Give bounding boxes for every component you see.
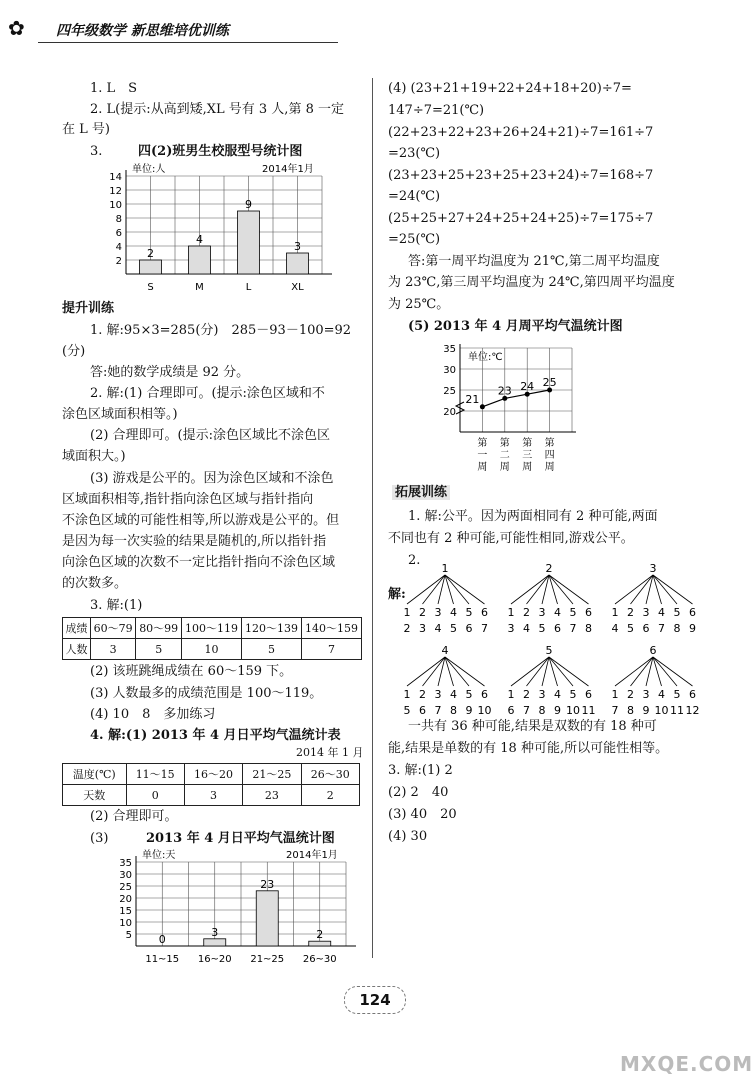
table-cell: 120～139 <box>241 618 301 639</box>
chart-data-label: 9 <box>245 198 252 211</box>
table-row <box>63 764 360 785</box>
chart-unit-label: 单位:℃ <box>468 352 503 363</box>
chart-category-label: 第 <box>522 438 533 449</box>
table-cell: 16～20 <box>184 764 242 785</box>
para-3c: (3) 人数最多的成绩范围是 100～119。 <box>90 686 323 701</box>
tree-leaf: 1 <box>507 688 515 701</box>
chart-tick-label: 6 <box>115 228 122 239</box>
tree-sum: 9 <box>554 704 561 717</box>
tree-sum: 7 <box>434 704 442 717</box>
tree-root: 3 <box>649 562 657 575</box>
tree-sum: 5 <box>538 622 546 635</box>
tree-leaf: 5 <box>569 606 577 619</box>
tree-sum: 4 <box>611 622 619 635</box>
chart-bar <box>256 891 278 946</box>
chart-data-label: 24 <box>520 380 535 394</box>
chart-tick-label: 20 <box>443 407 456 418</box>
tree-sum: 8 <box>585 622 592 635</box>
temperature-table <box>62 763 360 806</box>
tree-leaf: 6 <box>481 688 488 701</box>
para-2g: 不涂色区域的可能性相等,所以游戏是公平的。但 <box>62 513 340 528</box>
tree-leaf: 5 <box>673 606 681 619</box>
tree-leaf: 3 <box>434 688 442 701</box>
tree-sum: 11 <box>581 704 596 717</box>
chart-tick-label: 15 <box>119 906 132 917</box>
tree-leaf: 6 <box>481 606 488 619</box>
tree-sum: 5 <box>627 622 634 635</box>
tree-sum: 8 <box>673 622 681 635</box>
tree-sum: 3 <box>507 622 515 635</box>
chart-category-label: L <box>245 282 252 293</box>
chart-tick-label: 25 <box>119 882 132 893</box>
chart-category-label: 第 <box>499 438 510 449</box>
table-cell: 3 <box>184 785 242 806</box>
para-1a: 1. 解:95×3=285(分) 285－93－100=92 <box>90 323 352 338</box>
tuozhan-2d: 能,结果是单数的有 18 种可能,所以可能性相等。 <box>388 741 669 756</box>
table-row <box>63 785 360 806</box>
chart-tick-label: 35 <box>443 344 456 355</box>
table-cell: 140～159 <box>301 618 361 639</box>
para-2a: 2. 解:(1) 合理即可。(提示:涂色区域和不 <box>90 386 325 401</box>
chart-date-label: 2014年1月 <box>286 850 338 861</box>
tree-sum: 9 <box>689 622 696 635</box>
tree-leaf: 1 <box>403 606 411 619</box>
chart-data-label: 3 <box>294 240 301 253</box>
tree-leaf: 2 <box>627 688 634 701</box>
tree-leaf: 2 <box>523 688 530 701</box>
table-cell: 100～119 <box>181 618 241 639</box>
para-2e: (3) 游戏是公平的。因为涂色区域和不涂色 <box>90 471 334 486</box>
table-cell: 温度(℃) <box>63 764 127 785</box>
chart-category-label: 第 <box>544 438 555 449</box>
chart-tick-label: 30 <box>443 365 456 376</box>
right-line-10: 为 23℃,第三周平均温度为 24℃,第四周平均温度 <box>388 275 675 290</box>
tree-branch <box>549 575 558 604</box>
tree-sum: 7 <box>523 704 530 717</box>
tree-sum: 6 <box>642 622 650 635</box>
tree-sum: 3 <box>419 622 426 635</box>
tree-sum: 2 <box>403 622 411 635</box>
chart-tick-label: 14 <box>109 172 122 183</box>
table-cell: 0 <box>126 785 184 806</box>
header-underline <box>38 42 338 43</box>
answer-2-line1: 2. L(提示:从高到矮,XL 号有 3 人,第 8 一定 <box>90 102 344 117</box>
table-cell: 成绩 <box>63 618 91 639</box>
tree-leaf: 4 <box>554 606 561 619</box>
chart-category-label: 21~25 <box>250 954 285 965</box>
tree-leaf: 4 <box>450 688 457 701</box>
table-cell: 7 <box>301 639 361 660</box>
tree-leaf: 4 <box>658 606 665 619</box>
chart-tick-label: 10 <box>109 200 122 211</box>
chart-bar <box>287 253 309 274</box>
chart-tick-label: 5 <box>125 930 132 941</box>
tree-sum: 7 <box>569 622 577 635</box>
tree-sum: 7 <box>481 622 488 635</box>
chart-bar <box>140 260 162 274</box>
answer-3-number: 3. <box>90 144 103 159</box>
tree-branch <box>549 575 589 604</box>
table-cell: 23 <box>243 785 301 806</box>
tree-branch <box>549 657 589 686</box>
chart1-uniform-sizes <box>100 158 340 302</box>
chart3-title: (5) 2013 年 4 月周平均气温统计图 <box>408 319 623 334</box>
tree-branch <box>445 657 454 686</box>
chart-tick-label: 8 <box>115 214 122 225</box>
tree-leaf: 6 <box>585 606 592 619</box>
para-2h: 是因为每一次实验的结果是随机的,所以指针指 <box>62 534 327 549</box>
chart-category-label: 四 <box>544 450 555 461</box>
page-number-badge <box>344 986 406 1014</box>
tree-leaf: 1 <box>507 606 515 619</box>
chart-category-label: 16~20 <box>197 954 232 965</box>
chart-tick-label: 4 <box>115 242 122 253</box>
tree-sum: 6 <box>465 622 473 635</box>
chart-category-label: 周 <box>477 462 488 473</box>
chart-category-label: 第 <box>477 438 488 449</box>
table-cell: 26～30 <box>301 764 359 785</box>
chart-point <box>480 404 485 409</box>
tuozhan-3d: (4) 30 <box>388 829 428 844</box>
tuozhan-2: 2. <box>408 553 421 568</box>
chart-data-label: 21 <box>465 392 480 406</box>
table-cell: 60～79 <box>90 618 136 639</box>
tree-branch <box>653 575 693 604</box>
page-header <box>8 14 338 44</box>
right-line-6: =24(℃) <box>388 189 441 204</box>
tree-leaf: 3 <box>538 606 546 619</box>
tuozhan-2c: 一共有 36 种可能,结果是双数的有 18 种可 <box>408 719 657 734</box>
para-2j: 的次数多。 <box>62 576 128 591</box>
right-line-2: 147÷7=21(℃) <box>388 103 485 118</box>
tree-leaf: 2 <box>627 606 634 619</box>
axis-break-icon <box>456 402 464 414</box>
chart-category-label: 周 <box>522 462 533 473</box>
tree-branch <box>549 657 558 686</box>
tree-branch <box>445 657 485 686</box>
chart-category-label: 26~30 <box>302 954 337 965</box>
tree-leaf: 6 <box>689 688 696 701</box>
section-title-tisheng: 提升训练 <box>62 301 115 316</box>
outcome-tree-diagram <box>405 560 705 720</box>
para-2c: (2) 合理即可。(提示:涂色区域比不涂色区 <box>90 428 330 443</box>
tuozhan-1b: 不同也有 2 种可能,可能性相同,游戏公平。 <box>388 531 634 546</box>
tree-leaf: 5 <box>569 688 577 701</box>
tree-sum: 7 <box>611 704 619 717</box>
para-1b: (分) <box>62 344 86 359</box>
tree-root: 4 <box>441 644 449 657</box>
chart-tick-label: 20 <box>119 894 132 905</box>
chart-series-line <box>482 390 549 407</box>
tree-leaf: 4 <box>450 606 457 619</box>
tree-leaf: 1 <box>403 688 411 701</box>
tree-root: 1 <box>441 562 449 575</box>
para-2f: 区域面积相等,指针指向涂色区域与指针指向 <box>62 492 314 507</box>
chart-data-label: 23 <box>260 877 275 891</box>
tree-leaf: 3 <box>434 606 442 619</box>
tree-leaf: 5 <box>465 688 473 701</box>
tree-leaf: 3 <box>642 606 650 619</box>
para-2d: 域面积大。) <box>62 449 126 464</box>
chart-category-label: S <box>147 282 154 293</box>
tree-sum: 8 <box>538 704 546 717</box>
table-cell: 80～99 <box>136 618 182 639</box>
table-cell: 3 <box>90 639 136 660</box>
tree-leaf: 2 <box>523 606 530 619</box>
tuozhan-3a: 3. 解:(1) 2 <box>388 763 453 778</box>
tree-root: 6 <box>649 644 657 657</box>
tree-sum: 11 <box>670 704 684 717</box>
chart-category-label: 二 <box>499 450 510 461</box>
para-2b: 涂色区域面积相等。) <box>62 407 178 422</box>
tree-leaf: 6 <box>689 606 696 619</box>
chart-category-label: XL <box>291 282 304 293</box>
right-line-4: =23(℃) <box>388 146 441 161</box>
tree-sum: 4 <box>523 622 530 635</box>
tree-sum: 7 <box>658 622 665 635</box>
chart-data-label: 2 <box>147 247 154 260</box>
right-line-11: 为 25℃。 <box>388 297 450 312</box>
chart-tick-label: 10 <box>119 918 132 929</box>
tree-branch <box>653 657 693 686</box>
tree-sum: 10 <box>477 704 492 717</box>
table2-date: 2014 年 1 月 <box>296 746 364 759</box>
para-3: 3. 解:(1) <box>90 598 143 613</box>
page-number: 124 <box>359 991 391 1009</box>
tree-sum: 6 <box>507 704 515 717</box>
tree-sum: 5 <box>403 704 411 717</box>
tree-sum: 5 <box>450 622 457 635</box>
right-line-3: (22+23+22+23+26+24+21)÷7=161÷7 <box>388 125 654 140</box>
chart-category-label: M <box>195 282 204 293</box>
tree-branch <box>653 657 662 686</box>
chart-data-label: 25 <box>542 376 557 389</box>
answer-1: 1. L S <box>90 81 138 96</box>
table-cell: 11～15 <box>126 764 184 785</box>
para-4b: (2) 合理即可。 <box>90 809 178 824</box>
para-1c: 答:她的数学成绩是 92 分。 <box>90 365 250 380</box>
tree-root: 2 <box>545 562 553 575</box>
table-cell: 10 <box>181 639 241 660</box>
tree-leaf: 4 <box>658 688 665 701</box>
tree-sum: 6 <box>419 704 426 717</box>
table-cell: 5 <box>241 639 301 660</box>
tree-sum: 4 <box>434 622 442 635</box>
column-divider <box>372 78 373 958</box>
tree-leaf: 1 <box>611 606 619 619</box>
chart-data-label: 4 <box>196 233 203 246</box>
chart-category-label: 三 <box>522 450 533 461</box>
table-cell: 天数 <box>63 785 127 806</box>
chart-category-label: 周 <box>499 462 510 473</box>
answer-2-line2: 在 L 号) <box>62 122 110 137</box>
chart-date-label: 2014年1月 <box>262 164 314 175</box>
chart-unit-label: 单位:人 <box>132 164 166 175</box>
tuozhan-1a: 1. 解:公平。因为两面相同有 2 种可能,两面 <box>408 509 658 524</box>
tuozhan-2-label: 解: <box>388 587 406 602</box>
tree-branch <box>445 575 454 604</box>
tuozhan-3c: (3) 40 20 <box>388 807 457 822</box>
table-cell: 21～25 <box>243 764 301 785</box>
chart-tick-label: 25 <box>443 386 456 397</box>
tree-sum: 8 <box>627 704 634 717</box>
tree-sum: 10 <box>654 704 669 717</box>
watermark: MXQE.COM <box>620 1052 753 1076</box>
chart-bar <box>189 246 211 274</box>
score-table <box>62 617 362 660</box>
para-4c: (3) <box>90 831 109 846</box>
tree-leaf: 3 <box>642 688 650 701</box>
chart3-weekly-temperature <box>430 336 590 476</box>
header-ornament-icon: ✿ <box>8 16 25 40</box>
tree-leaf: 2 <box>419 688 426 701</box>
right-line-9: 答:第一周平均温度为 21℃,第二周平均温度 <box>408 254 660 269</box>
chart-bar <box>238 211 260 274</box>
table-cell: 人数 <box>63 639 91 660</box>
tree-branch <box>445 575 485 604</box>
chart-bar <box>204 939 226 946</box>
table-cell: 2 <box>301 785 359 806</box>
table-row <box>63 618 362 639</box>
tree-sum: 10 <box>566 704 580 717</box>
para-2i: 向涂色区域的次数不一定比指针指向不涂色区域 <box>62 555 336 570</box>
tree-leaf: 4 <box>554 688 561 701</box>
chart-data-label: 0 <box>158 933 166 946</box>
tree-root: 5 <box>545 644 553 657</box>
tree-sum: 12 <box>685 704 700 717</box>
tree-branch <box>653 575 662 604</box>
chart-category-label: 11~15 <box>145 954 180 965</box>
chart1-title: 四(2)班男生校服型号统计图 <box>138 144 303 159</box>
tree-leaf: 6 <box>585 688 592 701</box>
chart2-daily-temperature <box>100 846 370 970</box>
right-line-5: (23+23+25+23+25+23+24)÷7=168÷7 <box>388 168 654 183</box>
para-4-title: 4. 解:(1) 2013 年 4 月日平均气温统计表 <box>90 728 341 743</box>
chart-tick-label: 30 <box>119 870 132 881</box>
tree-leaf: 5 <box>465 606 473 619</box>
chart-data-label: 3 <box>211 925 219 939</box>
tree-leaf: 3 <box>538 688 546 701</box>
chart-category-label: 一 <box>477 450 488 461</box>
table-cell: 5 <box>136 639 182 660</box>
tuozhan-3b: (2) 2 40 <box>388 785 449 800</box>
tree-sum: 9 <box>465 704 473 717</box>
section-label: 拓展训练 <box>392 485 450 500</box>
right-line-1: (4) (23+21+19+22+24+18+20)÷7= <box>388 81 632 96</box>
chart-unit-label: 单位:天 <box>142 850 176 861</box>
chart-tick-label: 35 <box>119 858 132 869</box>
right-line-8: =25(℃) <box>388 232 441 247</box>
tree-leaf: 1 <box>611 688 619 701</box>
table-row <box>63 639 362 660</box>
header-title: 四年级数学 新思维培优训练 <box>56 23 229 39</box>
chart-category-label: 周 <box>544 462 555 473</box>
chart2-title: 2013 年 4 月日平均气温统计图 <box>146 831 335 846</box>
tree-sum: 8 <box>450 704 457 717</box>
tree-leaf: 5 <box>673 688 681 701</box>
right-line-7: (25+25+27+24+25+24+25)÷7=175÷7 <box>388 211 654 226</box>
tree-leaf: 2 <box>419 606 426 619</box>
chart-data-label: 2 <box>316 928 324 942</box>
chart-data-label: 23 <box>497 384 512 398</box>
para-3b: (2) 该班跳绳成绩在 60～159 下。 <box>90 664 293 679</box>
tree-sum: 6 <box>554 622 561 635</box>
section-title-tuozhan <box>392 482 450 504</box>
tree-sum: 9 <box>642 704 650 717</box>
chart-bar <box>309 941 331 946</box>
chart-tick-label: 12 <box>109 186 122 197</box>
chart-tick-label: 2 <box>115 256 122 267</box>
para-3d: (4) 10 8 多加练习 <box>90 707 216 722</box>
